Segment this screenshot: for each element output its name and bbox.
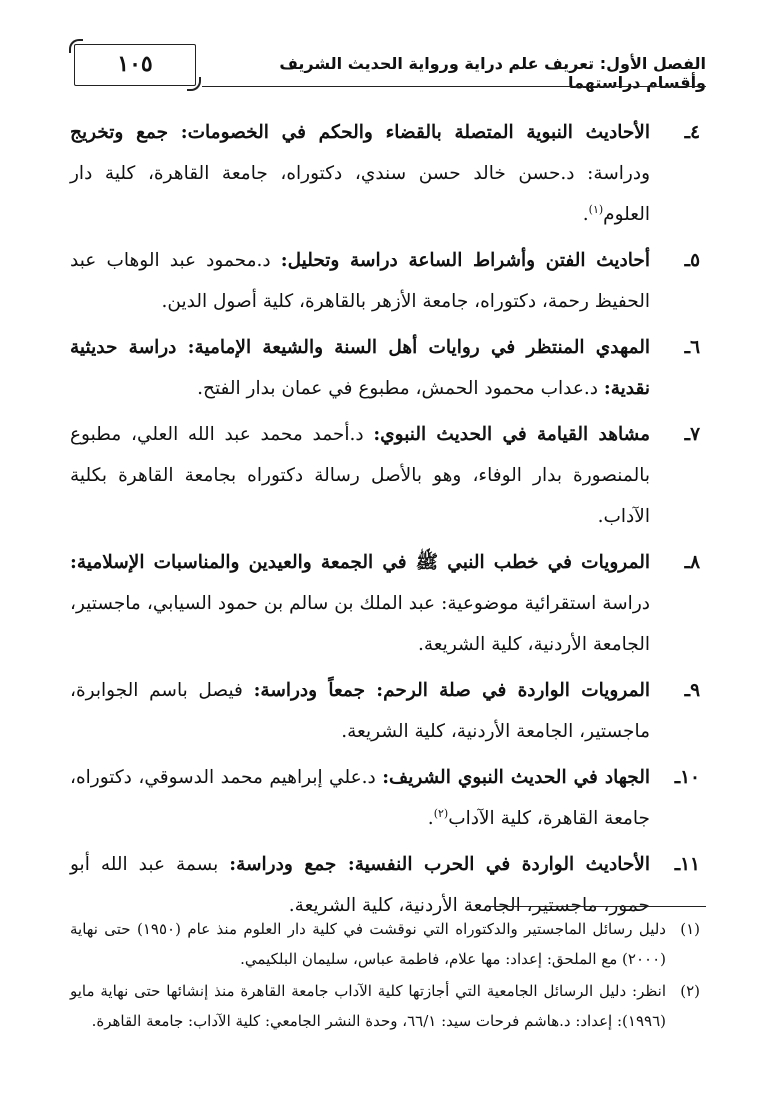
item-title: المهدي المنتظر في روايات أهل السنة والشيعة الإمامية: دراسة حديثية نقدية: — [70, 337, 650, 399]
footnote — [70, 976, 700, 1036]
item-number: ٤ـ — [684, 122, 700, 143]
item-text: ودراسة: د.حسن خالد حسن سندي، دكتوراه، جامعة القاهرة، كلية دار العلوم — [70, 163, 650, 225]
footnote-ref[interactable]: (١) — [588, 202, 604, 216]
list-item — [70, 670, 700, 752]
item-title: الأحاديث الواردة في الحرب النفسية: جمع ودراسة: — [229, 854, 650, 875]
footnote-text: دليل رسائل الماجستير والدكتوراه التي نوقشت في كلية دار العلوم منذ عام (١٩٥٠) حتى نهاية (٢٠٠٠) مع الملحق: إعداد: مها علام، فاطمة عباس، سليمان البلكيمي. — [70, 920, 666, 968]
item-title: مشاهد القيامة في الحديث النبوي: — [373, 424, 650, 445]
footnote-number: (٢) — [680, 982, 700, 1000]
header-rule — [202, 86, 706, 87]
item-end: . — [582, 204, 589, 225]
item-text: د.محمود عبد الوهاب عبد الحفيظ رحمة، دكتوراه، جامعة الأزهر بالقاهرة، كلية أصول الدين — [70, 250, 650, 312]
item-end: . — [417, 634, 424, 655]
item-number: ١٠ـ — [674, 767, 700, 788]
page-number-frame — [74, 44, 196, 86]
page-header — [66, 38, 706, 94]
footnote-rule — [490, 906, 706, 907]
item-end: . — [161, 291, 168, 312]
item-title: الجهاد في الحديث النبوي الشريف: — [382, 767, 650, 788]
item-text: د.علي إبراهيم محمد الدسوقي، دكتوراه، جامعة القاهرة، كلية الآداب — [70, 767, 650, 829]
item-text: دراسة استقرائية موضوعية: عبد الملك بن سالم بن حمود السيابي، ماجستير، الجامعة الأردنية، كلية الشريعة — [70, 593, 650, 655]
list-item — [70, 240, 700, 322]
list-item — [70, 327, 700, 409]
item-number: ٨ـ — [684, 552, 700, 573]
item-end: . — [341, 721, 348, 742]
list-item — [70, 542, 700, 665]
footnote-text: انظر: دليل الرسائل الجامعية التي أجازتها كلية الآداب جامعة القاهرة منذ إنشائها حتى نهاية مايو (١٩٩٦): إعداد: د.هاشم فرحات سيد: ٦٦/١، وحدة النشر الجامعي: كلية الآداب: جامعة القاهرة. — [70, 982, 666, 1030]
item-end: . — [597, 506, 604, 527]
item-text: د.عداب محمود الحمش، مطبوع في عمان بدار الفتح — [203, 378, 604, 399]
item-number: ٧ـ — [684, 424, 700, 445]
thesis-list — [70, 112, 700, 931]
running-title: الفصل الأول: تعريف علم دراية ورواية الحديث الشريف وأقسام دراستهما — [279, 54, 706, 92]
list-item — [70, 757, 700, 839]
item-end: . — [427, 808, 434, 829]
item-end: . — [197, 378, 204, 399]
item-title: المرويات في خطب النبي ﷺ في الجمعة والعيدين والمناسبات الإسلامية: — [70, 552, 650, 573]
item-number: ٩ـ — [684, 680, 700, 701]
item-title: المرويات الواردة في صلة الرحم: جمعاً ودراسة: — [253, 680, 651, 701]
footnote-ref[interactable]: (٢) — [433, 806, 449, 820]
item-number: ٦ـ — [684, 337, 700, 358]
item-text: فيصل باسم الجوابرة، ماجستير، الجامعة الأردنية، كلية الشريعة — [70, 680, 650, 742]
footnote — [70, 914, 700, 974]
page-number: ١٠٥ — [117, 51, 153, 77]
list-item — [70, 414, 700, 537]
item-title: أحاديث الفتن وأشراط الساعة دراسة وتحليل: — [280, 250, 650, 271]
item-number: ١١ـ — [674, 854, 700, 875]
item-text: بسمة عبد الله أبو حمور، ماجستير، الجامعة الأردنية، كلية الشريعة — [70, 854, 650, 916]
footnotes — [70, 914, 700, 1038]
item-end: . — [288, 895, 295, 916]
item-number: ٥ـ — [684, 250, 700, 271]
item-title: الأحاديث النبوية المتصلة بالقضاء والحكم في الخصومات: جمع وتخريج — [70, 122, 650, 143]
footnote-number: (١) — [680, 920, 700, 938]
list-item — [70, 112, 700, 235]
item-text: د.أحمد محمد عبد الله العلي، مطبوع بالمنصورة بدار الوفاء، وهو بالأصل رسالة دكتوراه بجامعة القاهرة بكلية الآداب — [70, 424, 650, 527]
